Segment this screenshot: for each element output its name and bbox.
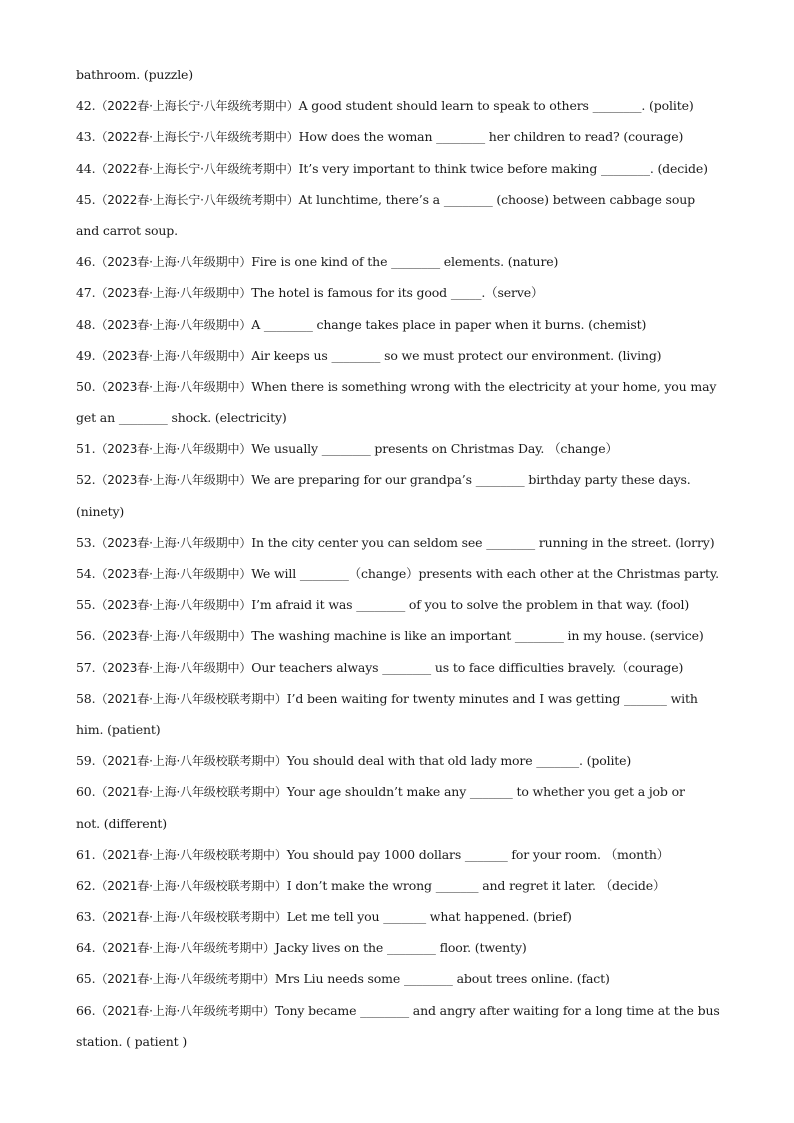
question-text: We will ________（change）presents with each other at the Christmas party. xyxy=(251,566,719,581)
question-number: 52. xyxy=(76,472,96,488)
question-text: Let me tell you _______ what happened. (brief) xyxy=(286,909,572,925)
question-text: I’d been waiting for twenty minutes and I was getting _______ with xyxy=(286,690,698,706)
question-list xyxy=(76,63,720,1061)
question-number: 62. xyxy=(76,877,96,893)
question-source: （2022春·上海长宁·八年级统考期中） xyxy=(95,99,299,114)
question-source: （2023春·上海·八年级期中） xyxy=(95,348,252,363)
question-source: （2021春·上海·八年级校联考期中） xyxy=(95,691,287,706)
question-number: 47. xyxy=(76,285,96,301)
question-number: 44. xyxy=(76,160,96,176)
question-line xyxy=(76,94,720,125)
question-continuation-line xyxy=(76,500,720,531)
question-number: 48. xyxy=(76,316,96,332)
question-source: （2021春·上海·八年级校联考期中） xyxy=(95,910,287,925)
question-source: （2023春·上海·八年级期中） xyxy=(95,317,252,332)
question-text: I don’t make the wrong _______ and regret it later. （decide） xyxy=(286,877,666,893)
question-line xyxy=(76,125,720,156)
question-number: 63. xyxy=(76,909,96,925)
question-number: 46. xyxy=(76,254,96,270)
question-continuation-line xyxy=(76,1030,720,1061)
question-line xyxy=(76,188,720,219)
question-text: not. (different) xyxy=(76,815,167,831)
question-text: You should deal with that old lady more _______. (polite) xyxy=(286,753,632,769)
question-text: Our teachers always ________ us to face difficulties bravely.（courage) xyxy=(251,659,684,675)
question-source: （2023春·上海·八年级期中） xyxy=(95,598,252,613)
question-source: （2023春·上海·八年级期中） xyxy=(95,660,252,675)
question-source: （2023春·上海·八年级期中） xyxy=(95,379,252,394)
question-line xyxy=(76,437,720,468)
question-line xyxy=(76,344,720,375)
question-text: and carrot soup. xyxy=(76,222,178,238)
question-text: A good student should learn to speak to others ________. (polite) xyxy=(298,98,694,114)
question-number: 61. xyxy=(76,846,96,862)
question-line xyxy=(76,656,720,687)
question-text: In the city center you can seldom see ________ running in the street. (lorry) xyxy=(251,534,715,550)
question-number: 53. xyxy=(76,534,96,550)
question-number: 50. xyxy=(76,378,96,394)
question-number: 51. xyxy=(76,441,96,457)
question-line xyxy=(76,313,720,344)
question-continuation-line xyxy=(76,219,720,250)
question-line xyxy=(76,593,720,624)
question-text: Your age shouldn’t make any _______ to whether you get a job or xyxy=(286,784,685,800)
question-text: station. ( patient ) xyxy=(76,1033,188,1049)
question-line xyxy=(76,999,720,1030)
question-line xyxy=(76,874,720,905)
question-continuation-line xyxy=(76,63,720,94)
question-line xyxy=(76,905,720,936)
question-source: （2021春·上海·八年级统考期中） xyxy=(95,1003,275,1018)
question-source: （2022春·上海长宁·八年级统考期中） xyxy=(95,161,299,176)
question-source: （2021春·上海·八年级统考期中） xyxy=(95,941,275,956)
question-line xyxy=(76,157,720,188)
question-line xyxy=(76,281,720,312)
question-line xyxy=(76,780,720,811)
question-source: （2023春·上海·八年级期中） xyxy=(95,567,252,581)
question-line xyxy=(76,562,720,593)
question-line xyxy=(76,624,720,655)
question-text: get an ________ shock. (electricity) xyxy=(76,410,287,426)
question-text: We usually ________ presents on Christmas Day. （change） xyxy=(251,441,618,457)
question-line xyxy=(76,375,720,406)
question-text: The washing machine is like an important ________ in my house. (service) xyxy=(251,628,704,644)
question-source: （2021春·上海·八年级校联考期中） xyxy=(95,878,287,893)
question-text: Fire is one kind of the ________ elements. (nature) xyxy=(251,254,559,270)
question-text: It’s very important to think twice before making ________. (decide) xyxy=(298,160,708,176)
question-line xyxy=(76,843,720,874)
question-continuation-line xyxy=(76,406,720,437)
question-text: I’m afraid it was ________ of you to solve the problem in that way. (fool) xyxy=(251,597,690,613)
question-number: 43. xyxy=(76,129,96,145)
question-source: （2023春·上海·八年级期中） xyxy=(95,629,252,644)
question-number: 56. xyxy=(76,628,96,644)
question-text: We are preparing for our grandpa’s ________ birthday party these days. xyxy=(251,472,691,488)
question-source: （2022春·上海长宁·八年级统考期中） xyxy=(95,130,299,145)
question-source: （2023春·上海·八年级期中） xyxy=(95,442,252,457)
question-line xyxy=(76,936,720,967)
question-continuation-line xyxy=(76,718,720,749)
question-number: 49. xyxy=(76,347,96,363)
question-text: (ninety) xyxy=(76,503,125,519)
question-text: At lunchtime, there’s a ________ (choose) between cabbage soup xyxy=(298,191,695,207)
question-source: （2022春·上海长宁·八年级统考期中） xyxy=(95,192,299,207)
question-continuation-line xyxy=(76,812,720,843)
question-number: 59. xyxy=(76,753,96,769)
question-source: （2023春·上海·八年级期中） xyxy=(95,255,252,270)
question-source: （2021春·上海·八年级校联考期中） xyxy=(95,754,287,769)
question-text: bathroom. (puzzle) xyxy=(76,67,194,82)
question-number: 42. xyxy=(76,98,96,114)
question-number: 57. xyxy=(76,659,96,675)
question-number: 64. xyxy=(76,940,96,956)
question-text: A ________ change takes place in paper when it burns. (chemist) xyxy=(251,316,647,332)
question-source: （2023春·上海·八年级期中） xyxy=(95,286,252,301)
question-source: （2023春·上海·八年级期中） xyxy=(95,535,252,550)
question-text: him. (patient) xyxy=(76,721,161,737)
question-line xyxy=(76,967,720,998)
question-source: （2023春·上海·八年级期中） xyxy=(95,473,252,488)
question-line xyxy=(76,468,720,499)
question-text: How does the woman ________ her children to read? (courage) xyxy=(298,129,684,145)
question-source: （2021春·上海·八年级校联考期中） xyxy=(95,847,287,862)
question-line xyxy=(76,531,720,562)
question-number: 65. xyxy=(76,971,96,987)
question-text: Tony became ________ and angry after waiting for a long time at the bus xyxy=(274,1002,720,1018)
question-text: You should pay 1000 dollars _______ for your room. （month） xyxy=(286,846,670,862)
question-number: 54. xyxy=(76,566,96,581)
question-line xyxy=(76,687,720,718)
question-source: （2021春·上海·八年级校联考期中） xyxy=(95,785,287,800)
question-number: 45. xyxy=(76,191,96,207)
question-text: The hotel is famous for its good _____.（serve） xyxy=(251,285,544,301)
question-text: Mrs Liu needs some ________ about trees online. (fact) xyxy=(274,971,610,987)
question-number: 58. xyxy=(76,690,96,706)
question-line xyxy=(76,749,720,780)
question-line xyxy=(76,250,720,281)
question-text: Jacky lives on the ________ floor. (twenty) xyxy=(274,940,527,956)
question-number: 60. xyxy=(76,784,96,800)
question-text: Air keeps us ________ so we must protect our environment. (living) xyxy=(251,347,662,363)
question-number: 55. xyxy=(76,597,96,613)
question-source: （2021春·上海·八年级统考期中） xyxy=(95,972,275,987)
question-number: 66. xyxy=(76,1002,96,1018)
question-text: When there is something wrong with the electricity at your home, you may xyxy=(251,378,717,394)
